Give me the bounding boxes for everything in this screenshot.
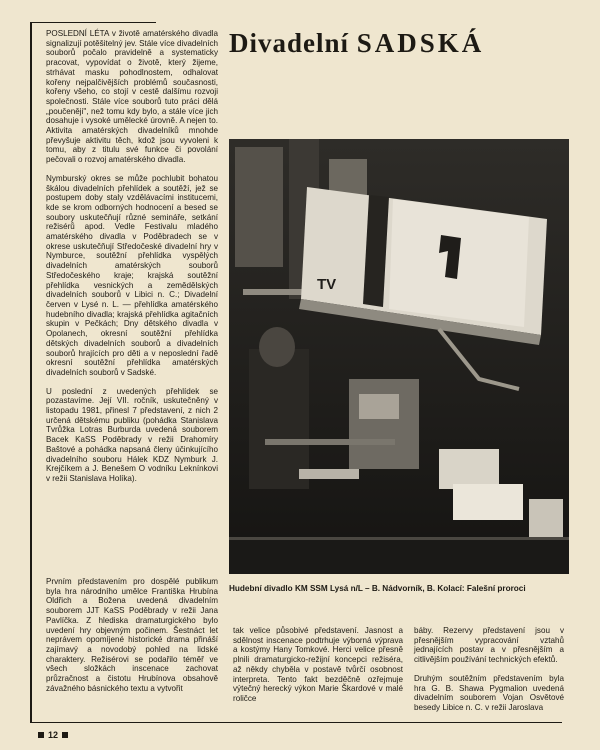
title-word-1: Divadelní <box>229 28 350 58</box>
article-column-right <box>414 626 564 722</box>
paragraph-reserves: báby. Rezervy představení jsou v přesnějším vypracování vztahů jednajících postav a v přesnějším a citlivějším používání technických efektů. <box>414 626 564 665</box>
top-rule <box>30 22 156 23</box>
page-number: 12 <box>48 730 59 740</box>
paragraph-festivals: Nymburský okres se může pochlubit bohatou škálou divadelních přehlídek a soutěží, jež se postupem doby staly vzdělávacími institucemi, kde se krom odborných hodnocení a besed se soubory uskutečňují různé semináře, setkání režisérů apod. Vedle Festivalu mladého amatérského divadla v Poděbradech se v okrese uskutečňují Středočeské divadelní hry v Nymburce, soutěžní přehlídka vyspělých divadelních amatérských souborů Středočeského kraje; krajská soutěžní přehlídka vesnických a zemědělských divadelních souborů v Libici n. C.; Divadelní červen v Lysé n. L. — přehlídka amatérského hudebního divadla; krajská přehlídka agitačních skupin v Pečkách; Dny dětského divadla v Opolanech, okresní soutěžní přehlídka dětských divadelních souborů a divadelních souborů hrajících pro děti a v neposlední řadě okresní soutěžní přehlídka amatérských divadelních souborů v Sadské. <box>46 173 218 377</box>
article-title <box>229 28 571 59</box>
page-marker-left <box>38 732 44 738</box>
article-column-left <box>46 29 218 493</box>
paragraph-sadska-review: U poslední z uvedených přehlídek se pozastavíme. Její VII. ročník, uskutečněný v listopadu 1981, přinesl 7 představení, z nich 2 určená dětskému publiku (pohádka Stanislava Tvrůžka Lotras Burburda uvedená souborem Bacek KaSS Poděbrady v režii Drahomíry Baštové a pohádka napsaná členy účinkujícího divadelního souboru Hálek KDZ Nymburk J. Krejčíkem a J. Benešem O vodníku Leknínkovi v režii Stanislava Holíka). <box>46 386 218 483</box>
sign-tv-text: TV <box>317 276 337 293</box>
stage-photo <box>229 139 569 574</box>
title-word-2: SADSKÁ <box>356 28 485 58</box>
page-marker-right <box>62 732 68 738</box>
paragraph-pygmalion: Druhým soutěžním představením byla hra G. B. Shawa Pygmalion uvedená divadelním souborem Vojan Osvětové besedy Libice n. C. v režii Jaroslava <box>414 673 564 712</box>
paragraph-performance: tak velice působivé představení. Jasnost a sdělnost inscenace podtrhuje výborná výprava a kostýmy Hany Tomkové. Herci velice přesně plnili dramaturgicko-režijní koncepci režiséra, až někdy chyběla v postavě tvůrčí osobnost interpreta. Tento fakt bezděčně ozřejmuje výtečný herecký výkon Marie Škardové v malé roličce <box>233 626 403 703</box>
article-column-left-lower <box>46 577 218 702</box>
paragraph-intro: POSLEDNÍ LÉTA v životě amatérského divadla signalizují potěšitelný jev. Stále více divadelních souborů počalo pravidelně a systematicky pracovat, vypovídat o životě, který žijeme, strhávat masku pohodlnostem, odhalovat kořeny nejpalčivějších problémů současnosti, kořeny všeho, co stojí v cestě dalšímu rozvoji společnosti. Stále více souborů tuto práci dělá „poučeněji", než tomu kdy bylo, a stále více jich dosahuje i vysoké umělecké úrovně. A nejen to. Aktivita amatérských divadelníků mnohde převyšuje aktivitu těch, kdož jsou vyvoleni k tomu, aby z titulu své funkce či povolání pečovali o rozvoj amatérského divadla. <box>46 29 218 165</box>
bottom-rule <box>30 722 562 723</box>
paragraph-hrubin: Prvním představením pro dospělé publikum byla hra národního umělce Františka Hrubína Oldřich a Božena uvedená divadelním souborem JJT KaSS Poděbrady v režii Jana Pavlíčka. Z hlediska dramaturgického bylo uvedení hry objevným počinem. Šestnáct let neprávem opomíjené historické drama přináší zajímavý a novodobý pohled na lidské charaktery. Režisérovi se podařilo téměř ve všech složkách inscenace zachovat průzračnost a čistotu Hrubínova obsahově závažného básnického textu a vytvořit <box>46 577 218 693</box>
left-column-rule <box>30 22 32 722</box>
article-column-middle <box>233 626 403 713</box>
photo-caption: Hudební divadlo KM SSM Lysá n/L – B. Nádvorník, B. Kolací: Falešní proroci <box>229 584 526 593</box>
